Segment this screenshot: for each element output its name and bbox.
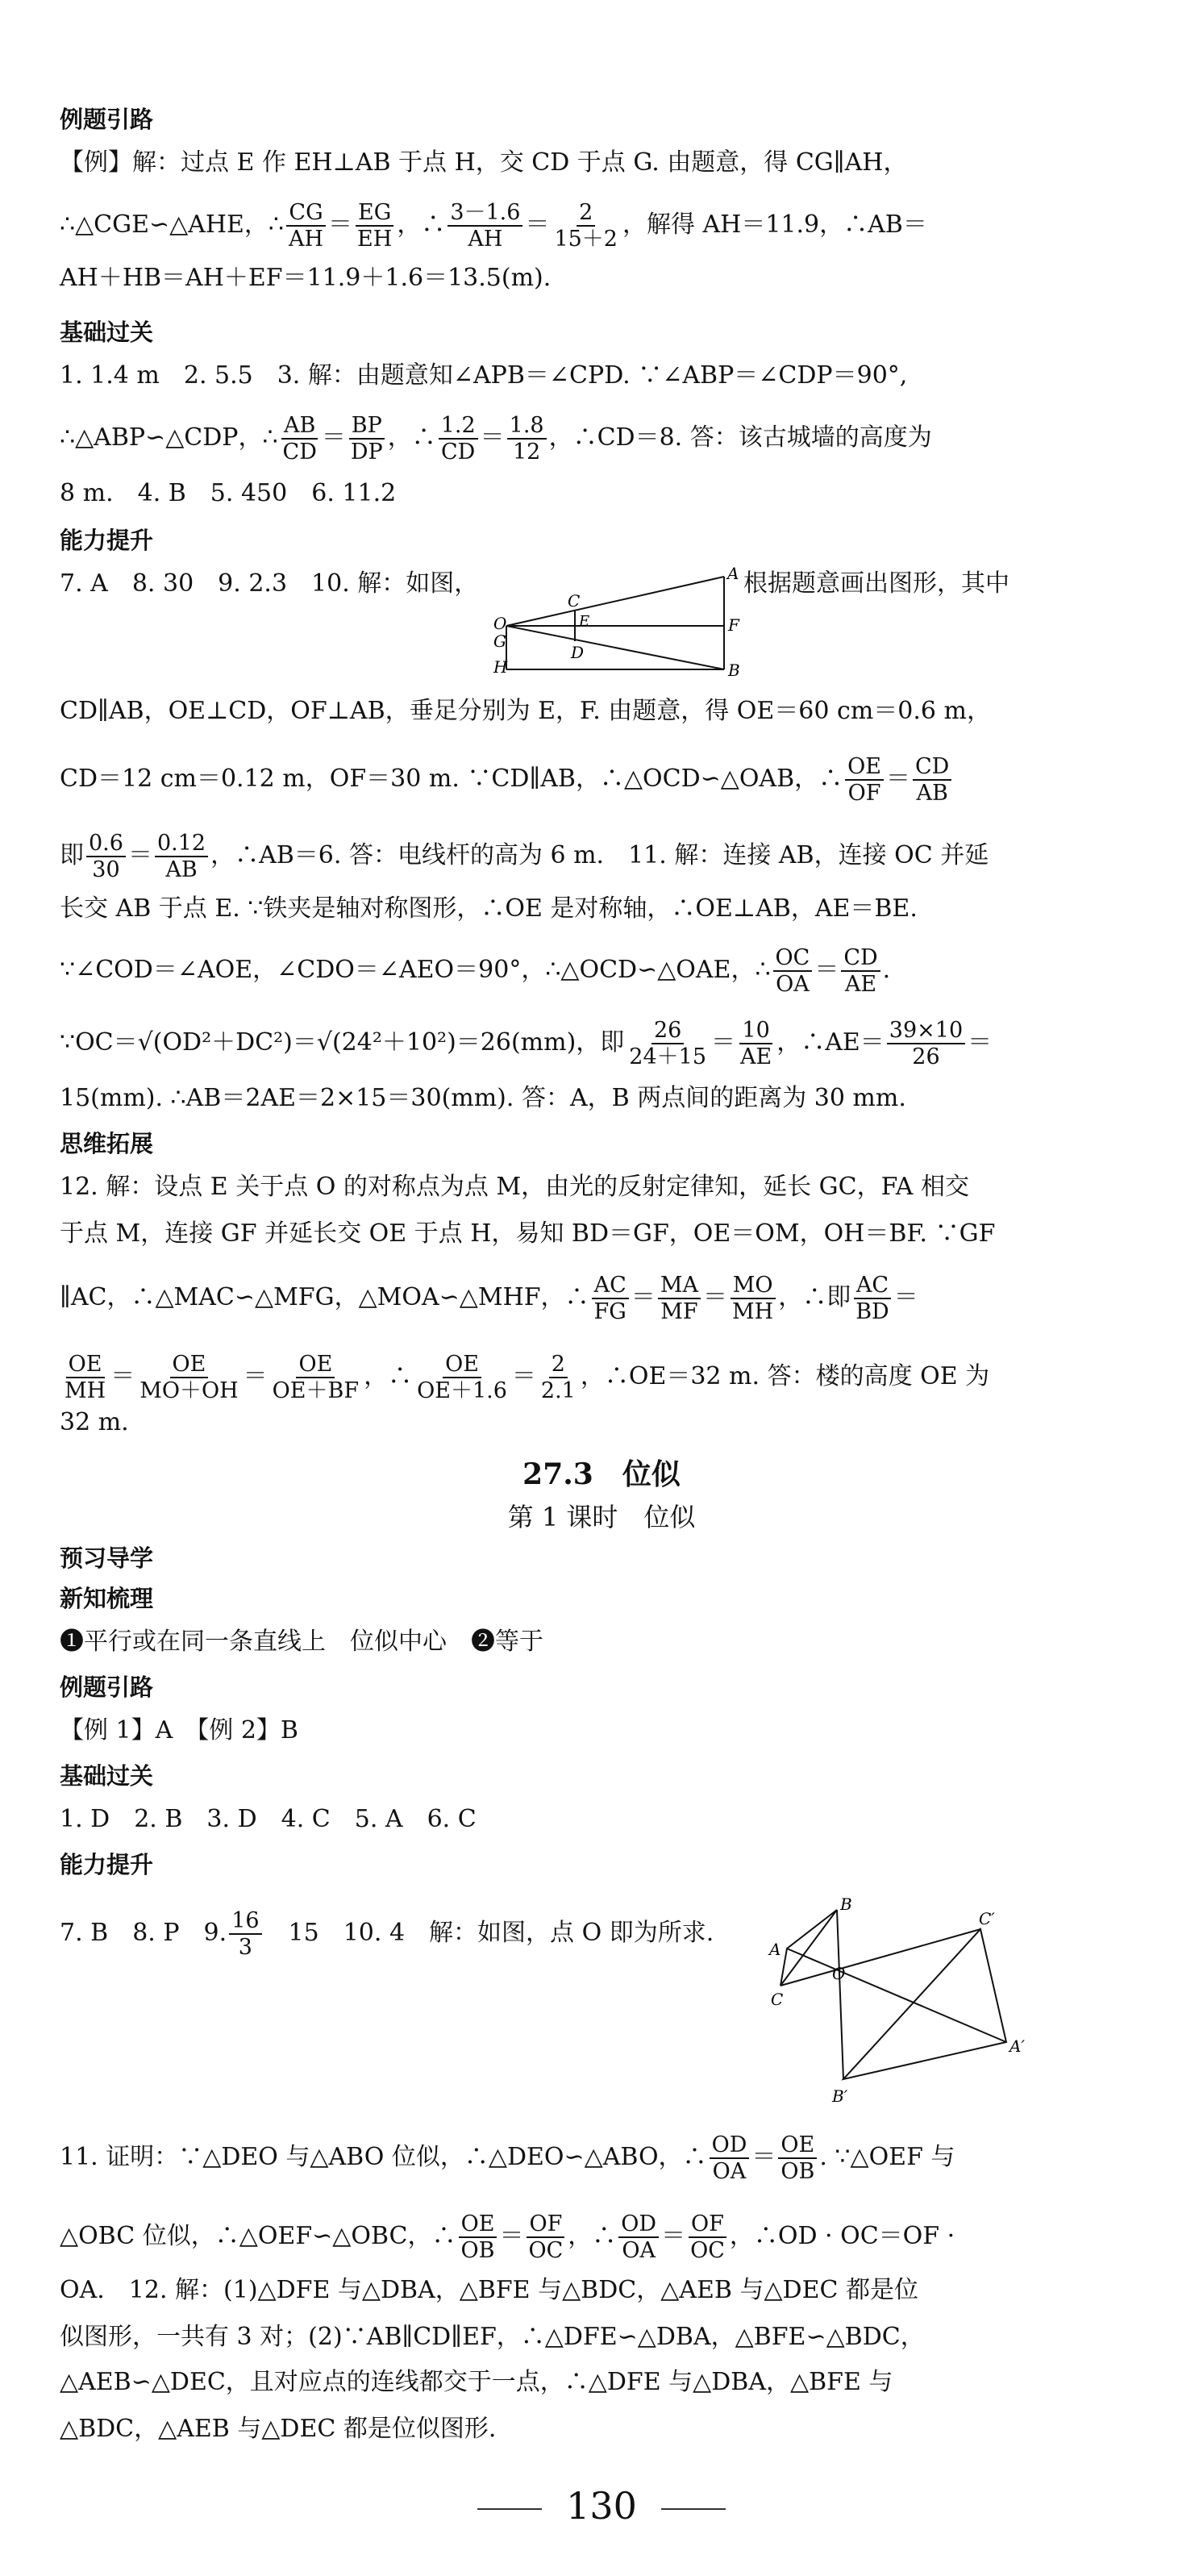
fraction: $\frac{AB}{CD}$ xyxy=(282,413,317,465)
pole-shadow-figure xyxy=(493,564,740,680)
heading-example: 例题引路 xyxy=(60,106,154,133)
heading-basic-2: 基础过关 xyxy=(60,1762,154,1790)
ability-2-line-6: △AEB∽△DEC，且对应点的连线都交于一点，∴△DFE 与△DBA，△BFE 与 xyxy=(60,2368,893,2396)
label-B: B xyxy=(840,1894,852,1914)
ability-2-line-1a: 7. B 8. P 9. $\frac{16}{3}$ 15 10. 4 解：如图，点 O 即为所求. xyxy=(60,1908,714,1960)
label-A-prime: A′ xyxy=(1009,2036,1025,2056)
fraction: $\frac{0.6}{30}$ xyxy=(86,831,126,882)
fraction: $\frac{MO}{MH}$ xyxy=(730,1273,776,1324)
page-number: 130 xyxy=(0,2484,1203,2528)
ability-line-6: ∵∠COD＝∠AOE，∠CDO＝∠AEO＝90°，∴△OCD∽△OAE，∴ $\frac{OC}{OA}$ ＝ $\frac{CD}{AE}$ . xyxy=(60,945,891,997)
example-line-3: AH＋HB＝AH＋EF＝11.9＋1.6＝13.5(m). xyxy=(60,264,552,292)
example-line-2: ∴△CGE∽△AHE，∴ $\frac{CG}{AH}$ ＝ $\frac{EG}{EH}$ ，∴ $\frac{3-1.6}{AH}$ ＝ $\frac{2}{15+2}$ ，解得 AH＝11.9，∴AB＝ xyxy=(60,200,927,252)
fraction: $\frac{OE}{OE+BF}$ xyxy=(272,1352,360,1403)
fraction: $\frac{OE}{MH}$ xyxy=(65,1352,106,1403)
heading-ability-2: 能力提升 xyxy=(60,1851,154,1878)
fraction: $\frac{0.12}{AB}$ xyxy=(155,831,208,882)
label-O: O xyxy=(832,1964,846,1983)
fraction: $\frac{OE}{OE+1.6}$ xyxy=(417,1352,507,1403)
fraction: $\frac{CD}{AB}$ xyxy=(913,754,951,806)
fraction: $\frac{OE}{OB}$ xyxy=(459,2211,497,2263)
ability-line-1a: 7. A 8. 30 9. 2.3 10. 解：如图， xyxy=(60,569,479,598)
page-number-dash-right xyxy=(661,2508,726,2510)
fraction: $\frac{1.2}{CD}$ xyxy=(439,413,478,465)
label-C: C xyxy=(568,591,581,611)
extension-line-4: $\frac{OE}{MH}$ ＝ $\frac{OE}{MO+OH}$ ＝ $\frac{OE}{OE+BF}$ ，∴ $\frac{OE}{OE+1.6}$ ＝ $\frac{2}{2.1}$ ，∴OE＝32 m. 答：楼的高度 OE 为 xyxy=(60,1352,989,1403)
heading-basic: 基础过关 xyxy=(60,319,154,346)
ability-2-line-7: △BDC，△AEB 与△DEC 都是位似图形. xyxy=(60,2415,497,2443)
heading-extension: 思维拓展 xyxy=(60,1130,154,1157)
fraction: $\frac{2}{15+2}$ xyxy=(554,200,618,252)
fraction: $\frac{OE}{MO+OH}$ xyxy=(139,1352,239,1403)
ability-line-7: ∵OC＝√(OD²＋DC²)＝√(24²＋10²)＝26(mm)，即 $\frac{26}{24+15}$ ＝ $\frac{10}{AE}$ ，∴AE＝ $\frac{39\times 10}{26}$ ＝ xyxy=(60,1018,993,1069)
fraction: $\frac{OD}{OA}$ xyxy=(710,2132,750,2184)
basic-line-2: ∴△ABP∽△CDP，∴ $\frac{AB}{CD}$ ＝ $\frac{BP}{DP}$ ，∴ $\frac{1.2}{CD}$ ＝ $\frac{1.8}{12}$ ，∴CD＝8. 答：该古城墙的高度为 xyxy=(60,413,932,465)
heading-ability: 能力提升 xyxy=(60,527,154,554)
fraction: $\frac{EG}{EH}$ xyxy=(355,200,394,252)
label-O: O xyxy=(493,614,507,633)
heading-example-2: 例题引路 xyxy=(60,1674,154,1701)
homothety-figure xyxy=(763,1895,1029,2113)
extension-line-5: 32 m. xyxy=(60,1408,129,1436)
basic-line-1: 1. 1.4 m 2. 5.5 3. 解：由题意知∠APB＝∠CPD. ∵∠ABP＝∠CDP＝90°, xyxy=(60,361,908,390)
example-2-line: 【例 1】A 【例 2】B xyxy=(60,1716,298,1744)
label-B-prime: B′ xyxy=(832,2086,848,2106)
fraction: $\frac{16}{3}$ xyxy=(229,1908,261,1960)
fraction: $\frac{OF}{OC}$ xyxy=(688,2211,727,2263)
fraction: $\frac{AC}{FG}$ xyxy=(592,1273,629,1324)
fraction: $\frac{CD}{AE}$ xyxy=(841,945,880,997)
section-title: 27.3 位似 xyxy=(522,1457,681,1491)
label-E: E xyxy=(579,613,590,630)
extension-line-2: 于点 M，连接 GF 并延长交 OE 于点 H，易知 BD＝GF，OE＝OM，OH＝BF. ∵GF xyxy=(60,1219,996,1248)
ability-2-line-5: 似图形，一共有 3 对；(2)∵AB∥CD∥EF，∴△DFE∽△DBA，△BFE∽△BDC， xyxy=(60,2323,925,2351)
fraction: $\frac{2}{2.1}$ xyxy=(540,1352,576,1403)
section-subtitle: 第 1 课时 位似 xyxy=(507,1502,696,1532)
fraction: $\frac{OD}{OA}$ xyxy=(618,2211,659,2263)
ability-2-line-3: △OBC 位似，∴△OEF∽△OBC，∴ $\frac{OE}{OB}$ ＝ $\frac{OF}{OC}$ ，∴ $\frac{OD}{OA}$ ＝ $\frac{OF}{OC}$ ，∴OD · OC＝OF · xyxy=(60,2211,955,2263)
fraction: $\frac{1.8}{12}$ xyxy=(507,413,547,465)
ability-line-5: 长交 AB 于点 E. ∵铁夹是轴对称图形，∴OE 是对称轴，∴OE⊥AB，AE＝BE. xyxy=(60,894,918,923)
fraction: $\frac{26}{24+15}$ xyxy=(629,1018,706,1069)
fraction: $\frac{OC}{OA}$ xyxy=(773,945,813,997)
basic-line-3: 8 m. 4. B 5. 450 6. 11.2 xyxy=(60,479,397,507)
fraction: $\frac{OF}{OC}$ xyxy=(526,2211,565,2263)
fraction: $\frac{CG}{AH}$ xyxy=(286,200,326,252)
ability-line-1b: 根据题意画出图形，其中 xyxy=(743,569,1009,598)
fraction: $\frac{MA}{MF}$ xyxy=(658,1273,701,1324)
fraction: $\frac{OE}{OB}$ xyxy=(778,2132,817,2184)
ability-line-2: CD∥AB，OE⊥CD，OF⊥AB，垂足分别为 E，F. 由题意，得 OE＝60 cm＝0.6 m， xyxy=(60,697,991,725)
heading-new-knowledge: 新知梳理 xyxy=(60,1585,154,1612)
fraction: $\frac{3-1.6}{AH}$ xyxy=(447,200,522,252)
fraction: $\frac{39\times 10}{26}$ xyxy=(887,1018,965,1069)
fraction: $\frac{AC}{BD}$ xyxy=(853,1273,892,1324)
ability-line-8: 15(mm). ∴AB＝2AE＝2×15＝30(mm). 答：A，B 两点间的距离为 30 mm. xyxy=(60,1084,906,1112)
ability-line-4: 即 $\frac{0.6}{30}$ ＝ $\frac{0.12}{AB}$ ，∴AB＝6. 答：电线杆的高为 6 m. 11. 解：连接 AB，连接 OC 并延 xyxy=(60,831,989,882)
label-C: C xyxy=(771,1990,784,2009)
ability-2-line-4: OA. 12. 解：(1)△DFE 与△DBA，△BFE 与△BDC，△AEB 与△DEC 都是位 xyxy=(60,2276,918,2304)
fraction: $\frac{10}{AE}$ xyxy=(740,1018,772,1069)
label-C-prime: C′ xyxy=(979,1909,995,1928)
label-G: G xyxy=(493,631,506,651)
ability-2-line-2: 11. 证明：∵△DEO 与△ABO 位似，∴△DEO∽△ABO，∴ $\frac{OD}{OA}$ ＝ $\frac{OE}{OB}$ . ∵△OEF 与 xyxy=(60,2132,955,2184)
new-knowledge-line: ❶平行或在同一条直线上 位似中心 ❷等于 xyxy=(60,1628,543,1656)
fraction: $\frac{BP}{DP}$ xyxy=(348,413,385,465)
fraction: $\frac{OE}{OF}$ xyxy=(845,754,884,806)
label-D: D xyxy=(571,643,585,662)
extension-line-3: ∥AC，∴△MAC∽△MFG，△MOA∽△MHF，∴ $\frac{AC}{FG}$ ＝ $\frac{MA}{MF}$ ＝ $\frac{MO}{MH}$ ，∴即 $\frac{AC}{BD}$ ＝ xyxy=(60,1273,918,1324)
label-H: H xyxy=(493,657,508,677)
label-F: F xyxy=(728,615,739,635)
page-number-dash-left xyxy=(477,2508,542,2510)
extension-line-1: 12. 解：设点 E 关于点 O 的对称点为点 M，由光的反射定律知，延长 GC，FA 相交 xyxy=(60,1173,970,1201)
ability-line-3: CD＝12 cm＝0.12 m，OF＝30 m. ∵CD∥AB，∴△OCD∽△OAB，∴ $\frac{OE}{OF}$ ＝ $\frac{CD}{AB}$ xyxy=(60,754,954,806)
label-A: A xyxy=(769,1940,781,1959)
label-A: A xyxy=(727,564,739,583)
heading-preview: 预习导学 xyxy=(60,1544,154,1572)
label-B: B xyxy=(728,661,740,680)
basic-2-line: 1. D 2. B 3. D 4. C 5. A 6. C xyxy=(60,1805,477,1833)
example-line-1: 【例】解：过点 E 作 EH⊥AB 于点 H，交 CD 于点 G. 由题意，得 CG∥AH， xyxy=(60,148,908,177)
